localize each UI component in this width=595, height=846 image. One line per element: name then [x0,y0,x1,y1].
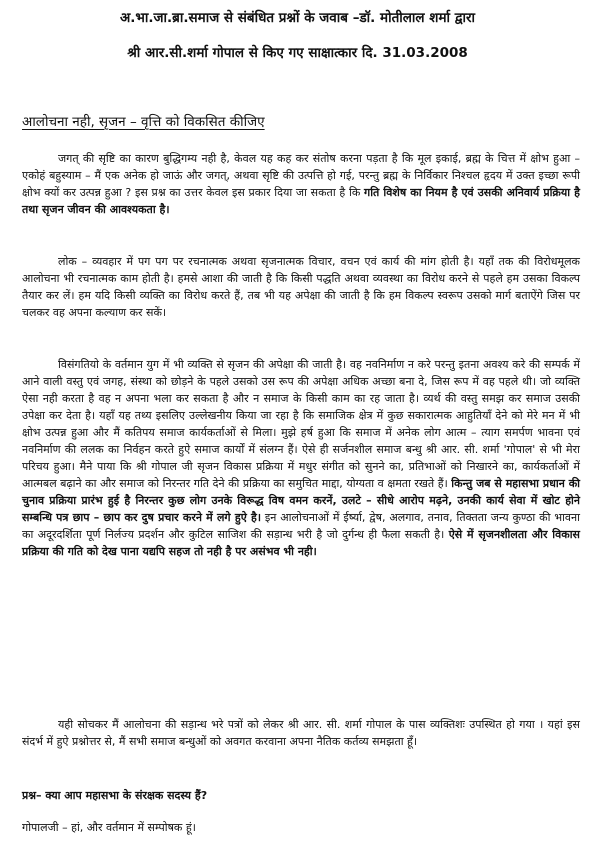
paragraph-2-text: लोक – व्यवहार में पग पग पर रचनात्मक अथवा सृजनात्मक विचार, वचन एवं कार्य की मांग होती है। यहाँ तक की विरोधमूलक आलोचना भी रचनात्मक काम होती है। हमसे आशा की जाती है कि किसी पद्धति अथवा व्यवस्था का विरोध करने से पहले हम उसका विकल्प तैयार कर लें। हम यदि किसी व्यक्ति का विरोध करते हैं, तब भी यह अपेक्षा की जाती है कि हम विकल्प स्वरूप उसको मार्ग बताऐंगे जिस पर चलकर वह अपना कल्याण कर सकें। [22,255,580,319]
answer-line: गोपालजी – हां, और वर्तमान में सम्पोषक हूं। [22,821,196,834]
question-line: प्रश्न– क्या आप महासभा के संरक्षक सदस्य हैं? [22,789,208,802]
document-subheading: श्री आर.सी.शर्मा गोपाल से किए गए साक्षात्कार दि. 31.03.2008 [127,45,468,61]
paragraph-1 [22,150,580,218]
paragraph-2 [22,253,580,321]
paragraph-3-text: विसंगतियो के वर्तमान युग में भी व्यक्ति से सृजन की अपेक्षा की जाती है। वह नवनिर्माण न करे परन्तु इतना अवश्य करे की सम्पर्क में आने वाली वस्तु एवं जगह, संस्था को छोड़ने के पहले उसको उस रूप की अपेक्षा अधिक अच्छा बना दे, जिस रूप में वह पहले थी। जो व्यक्ति ऐसा नही करता है वह न अपना भला कर सकता है और न समाज के किसी काम का रह जाता है। व्यर्थ की वस्तु समझ कर समाज उसकी उपेक्षा कर देता है। यहाँ यह तथ्य इसलिए उल्लेखनीय किया जा रहा है कि समाजिक क्षेत्र में कुछ सकारात्मक आहुतियाँ देने को मेरे मन में भी क्षोभ उत्पन्न हुआ और मैं कतिपय समाज कार्यकर्ताओं से मिला। मुझे हर्ष हुआ कि समाज में अनेक लोग आत्म – त्याग समर्पण भावना एवं नवनिर्माण की ललक का निर्वहन करते हुऐ समाज कार्यों में संलग्न हैं। ऐसे ही सर्जनशील समाज बन्धु श्री आर. सी. शर्मा 'गोपाल' से भी मेरा परिचय हुआ। मैने पाया कि श्री गोपाल जी सृजन विकास प्रक्रिया में मधुर संगीत को सुनने का, प्रतिभाओं को निखारने का, कार्यकर्ताओं में आत्मबल बढ़ाने का और समाज को निरन्तर गति देने की प्रक्रिया का समुचित माद्दा, योग्यता व क्षमता रखते हैं। [22,358,580,490]
section-title: आलोचना नही, सृजन – वृत्ति को विकसित कीजिए [22,114,265,130]
document-heading: अ.भा.जा.ब्रा.समाज से संबंधित प्रश्नों के जवाब –डॉ. मोतीलाल शर्मा द्वारा [119,10,475,26]
paragraph-3 [22,356,580,560]
paragraph-1-bold: गति विशेष का नियम है एवं उसकी अनिवार्य प्रक्रिया है तथा सृजन जीवन की आवश्यकता है। [22,186,581,216]
paragraph-3-bold-2: ऐसे में सृजनशीलता और विकास प्रक्रिया की गति को देख पाना यद्यपि सहज तो नही है पर असंभव भी नही। [22,528,580,558]
paragraph-3-bold-1: किन्तु जब से महासभा प्रधान की चुनाव प्रक्रिया प्रारंभ हुई है निरन्तर कुछ लोग उनके विरूद्ध विष वमन करनें, उलटे – सीधे आरोप मढ़ने, उनकी कार्य सेवा में खोट होने सम्बन्धि पत्र छाप – छाप कर दुष प्रचार करने में लगे हुऐ है। [22,477,580,524]
paragraph-1-text: जगत् की सृष्टि का कारण बुद्धिगम्य नही है, केवल यह कह कर संतोष करना पड़ता है कि मूल इकाई, ब्रह्म के चित्त में क्षोभ हुआ – एकोहं बहुस्याम – मैं एक अनेक हो जाऊं और जगत्, अथवा सृष्टि की उत्पत्ति हो गई, परन्तु ब्रह्म के निर्विकार निश्चल हृदय में उक्त इच्छा रूपी क्षोभ क्यों कर उत्पन्न हुआ ? इस प्रश्न का उत्तर केवल इस प्रकार दिया जा सकता है कि [22,152,580,199]
paragraph-3-text-2: इन आलोचनाओं में ईर्ष्या, द्वेष, अलगाव, तनाव, तिक्तता जन्य कुण्ठा की भावना का अदूरदर्शिता पूर्ण निर्लज्य प्रदर्शन और कुटिल साजिश की सड़ान्ध भरी है जो दुर्गन्ध ही फैला सकती है। [22,511,580,541]
paragraph-4-text: यही सोचकर मैं आलोचना की सड़ान्ध भरे पत्रों को लेकर श्री आर. सी. शर्मा गोपाल के पास व्यक्तिशः उपस्थित हो गया । यहां इस संदर्भ में हुऐ प्रश्नोत्तर से, मैं सभी समाज बन्धुओं को अवगत करवाना अपना नैतिक कर्तव्य समझता हूँ। [22,718,580,748]
paragraph-4 [22,716,580,750]
